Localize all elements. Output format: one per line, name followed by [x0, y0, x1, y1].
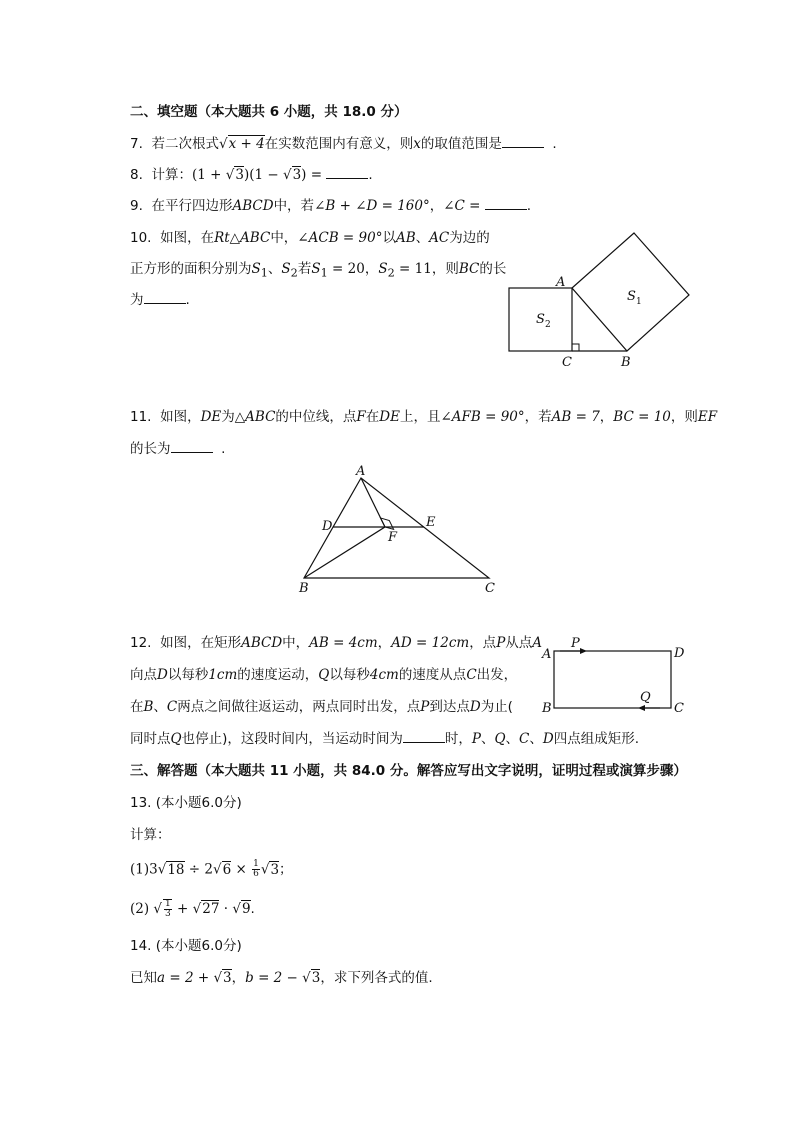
q12-text: 中，: [282, 635, 310, 651]
q8-answer-blank[interactable]: [326, 166, 368, 179]
q9-mid: 中，若: [273, 198, 315, 214]
q10-sub: 1: [320, 266, 328, 280]
q7-answer-blank[interactable]: [502, 135, 544, 148]
q10-text: 为边的: [449, 230, 490, 246]
q12-math: D: [157, 667, 168, 683]
q13-text: ；: [279, 861, 293, 878]
q10-math: S: [311, 261, 321, 277]
q12-text: 向点: [130, 667, 157, 683]
q8-r1: 3: [235, 167, 244, 183]
q11-text: ，若: [524, 409, 552, 425]
q10-text: 为: [130, 292, 144, 308]
q12-math: D: [469, 699, 481, 715]
q10-label-s2: S: [536, 312, 545, 327]
q14-text: ，求下列各式的值.: [320, 970, 433, 986]
q10-label-s2-sub: 2: [545, 320, 551, 330]
q11-math: △ABC: [234, 409, 276, 425]
q10-text: 若: [297, 261, 312, 277]
section3-title: [130, 762, 687, 780]
q13-math: ·: [219, 901, 233, 917]
q10-sub: 1: [260, 266, 268, 280]
q12-arrowhead-q: [638, 705, 645, 711]
q12-math: A: [532, 635, 543, 651]
q10-right-angle: [572, 344, 579, 351]
q11-math: EF: [697, 409, 718, 425]
q14-head: 14. (本小题6.0分): [130, 938, 242, 954]
q10-sub: 2: [387, 266, 395, 280]
q11-figure: [295, 460, 505, 595]
q12-math: 4cm: [369, 667, 399, 683]
q8-expr1: (1 +: [191, 167, 226, 183]
q14-radicand: 3: [223, 970, 232, 986]
q12-math: AD = 12cm: [391, 635, 470, 651]
q12-math: C: [466, 667, 477, 683]
q12-text: 四点组成矩形.: [553, 731, 639, 747]
question-12-line3: [130, 698, 513, 716]
q14-radicand: 3: [311, 970, 321, 986]
question-13-part2: (2) √ $\frac{1}{3}$ + √27 · √9.: [130, 899, 255, 919]
q9-end: .: [526, 198, 532, 214]
q12-math: P: [471, 731, 481, 747]
q10-text: ，则: [431, 261, 459, 277]
question-12-line4: [130, 730, 639, 748]
q12-number: 12.: [130, 635, 152, 651]
question-10-line2: [130, 260, 506, 283]
q13-math: ×: [231, 861, 252, 878]
question-12-line2: [130, 666, 517, 684]
q11-math: DE: [379, 409, 400, 425]
q12-text: 、: [529, 731, 543, 747]
q10-text: 以: [382, 230, 396, 246]
q13-radicand: 3: [270, 861, 280, 878]
q11-math: ∠AFB = 90°: [440, 409, 525, 425]
q10-math: Rt△ABC: [214, 230, 271, 246]
q12-math: AB = 4cm: [309, 635, 378, 651]
q11-label-f: F: [388, 530, 398, 545]
q12-text: 、: [480, 731, 495, 747]
q8-r2: 3: [292, 167, 302, 183]
q11-math: BC = 10: [613, 409, 671, 425]
question-10-line3: [130, 291, 190, 309]
q13-radicand: 9: [241, 901, 251, 917]
q12-figure: [538, 636, 698, 716]
q12-label-d: D: [674, 646, 685, 661]
q13-radicand: 27: [202, 901, 220, 917]
q10-math: S: [251, 261, 261, 277]
q14-text: 已知: [130, 970, 157, 986]
question-14-body: 已知a = 2 + √3，b = 2 − √3，求下列各式的值.: [130, 970, 433, 986]
q12-text: 、: [153, 699, 167, 715]
question-12-line1: [130, 634, 542, 652]
q11-label-e: E: [426, 515, 436, 530]
q12-text: 两点之间做往返运动，两点同时出发，点: [177, 699, 421, 715]
q10-answer-blank[interactable]: [144, 291, 186, 304]
question-10-line1: [130, 229, 490, 247]
section3-title-text: 三、解答题（本大题共 11 小题，共 84.0 分。解答应写出文字说明，证明过程或演算步骤）: [130, 763, 687, 779]
q8-number: 8.: [130, 167, 143, 183]
q10-math: BC: [458, 261, 480, 277]
q12-math: P: [420, 699, 430, 715]
question-13-part1: (1)3√18 ÷ 2√6 × $\frac{1}{6}$ √3；: [130, 859, 293, 879]
q12-text: 在: [130, 699, 144, 715]
q9-mid2: ，: [429, 198, 444, 214]
q11-right-angle: [381, 518, 394, 529]
q10-math: S: [281, 261, 291, 277]
question-11-line1: [130, 408, 717, 426]
q13-frac-num: 1: [253, 859, 259, 869]
q10-math: S: [378, 261, 388, 277]
q9-pre: 在平行四边形: [151, 198, 233, 214]
q10-math: AC: [429, 230, 450, 246]
q12-text: 出发，: [476, 667, 518, 683]
q7-var: x: [413, 136, 421, 152]
q11-label-b: B: [299, 581, 309, 595]
q12-math: Q: [318, 667, 330, 683]
q8-end: .: [368, 167, 373, 183]
q10-text: 中，: [270, 230, 298, 246]
question-9: [130, 197, 531, 215]
q11-math: AB = 7: [551, 409, 600, 425]
q12-arrowhead-p: [580, 648, 587, 654]
q13-math: (2): [130, 901, 154, 917]
question-7: 7. 若二次根式√x + 4在实数范围内有意义，则x的取值范围是 .: [130, 136, 557, 152]
q13-math: (1)3: [130, 861, 158, 878]
q12-text: 同时点: [130, 731, 171, 747]
q10-figure: [505, 230, 695, 370]
q13-fraction: [163, 899, 172, 919]
q11-segment-bf: [304, 527, 385, 578]
q12-math: Q: [494, 731, 506, 747]
q12-text: 以每秒: [167, 667, 209, 683]
q12-text: 如图，在矩形: [160, 635, 242, 651]
q12-math: D: [542, 731, 554, 747]
q14-math: b = 2 −: [245, 970, 303, 986]
q7-mid: 在实数范围内有意义，则: [264, 136, 414, 152]
q11-text: ，则: [670, 409, 698, 425]
q10-label-s1: S: [627, 289, 636, 304]
q10-number: 10.: [130, 230, 152, 246]
q12-label-q: Q: [640, 690, 651, 705]
q12-text: 的速度运动，: [237, 667, 319, 683]
q12-text: 为止(: [480, 699, 513, 715]
q11-answer-blank[interactable]: [171, 440, 213, 453]
q10-label-s1-sub: 1: [636, 297, 642, 307]
q12-math: ABCD: [241, 635, 283, 651]
q11-math: DE: [200, 409, 222, 425]
question-8: 8. 计算：(1 + √3)(1 − √3) = .: [130, 167, 373, 183]
q12-math: C: [519, 731, 530, 747]
q12-rectangle-abcd: [554, 651, 671, 708]
q8-pre: 计算：: [151, 167, 192, 183]
q10-sub: 2: [290, 266, 298, 280]
q11-label-d: D: [322, 519, 333, 534]
q11-math: F: [356, 409, 366, 425]
q12-text: ，: [377, 635, 392, 651]
q13-fraction: [252, 860, 260, 879]
q10-text: .: [185, 292, 190, 308]
q7-radicand: x + 4: [228, 136, 265, 152]
q11-text: .: [221, 441, 226, 457]
q7-pre: 若二次根式: [151, 136, 219, 152]
q12-text: 时，: [444, 731, 472, 747]
q14-math: a = 2 +: [157, 970, 214, 986]
q13-radicand: 6: [222, 861, 232, 878]
question-13-head: [130, 794, 242, 812]
q8-expr2: )(1 −: [243, 167, 283, 183]
q13-math: +: [172, 901, 193, 917]
q12-text: 到达点: [429, 699, 470, 715]
q11-text: 的长为: [130, 441, 171, 457]
q11-text: 的中位线，点: [275, 409, 357, 425]
q12-text: 从点: [505, 635, 533, 651]
q12-text: ，点: [469, 635, 497, 651]
q10-label-a: A: [556, 275, 566, 290]
q11-text: 如图，: [160, 409, 201, 425]
q11-label-c: C: [485, 581, 495, 595]
q10-text: 、: [267, 261, 282, 277]
q7-post: 的取值范围是: [420, 136, 502, 152]
q7-number: 7.: [130, 136, 143, 152]
q12-math: Q: [170, 731, 182, 747]
q10-label-b: B: [621, 355, 631, 370]
q13-frac-den: 3: [165, 909, 171, 919]
question-14-head: [130, 937, 242, 955]
q11-text: 上，且: [399, 409, 441, 425]
q10-label-c: C: [562, 355, 572, 370]
q10-text: 正方形的面积分别为: [130, 261, 252, 277]
q9-cond: ∠B + ∠D = 160°: [314, 198, 430, 214]
q13-intro: 计算：: [130, 827, 171, 843]
q12-math: 1cm: [208, 667, 238, 683]
question-11-line2: [130, 440, 225, 458]
q12-label-a: A: [542, 647, 552, 662]
q13-frac-num: 1: [165, 899, 171, 909]
section2-title-text: 二、填空题（本大题共 6 小题，共 18.0 分）: [130, 104, 408, 120]
q9-shape: ABCD: [232, 198, 274, 214]
q12-label-p: P: [571, 636, 580, 651]
q12-answer-blank[interactable]: [403, 730, 445, 743]
q14-text: ，: [231, 970, 246, 986]
q10-math: ∠ACB = 90°: [297, 230, 383, 246]
q11-number: 11.: [130, 409, 152, 425]
q13-text: .: [250, 901, 255, 917]
q7-end: .: [552, 136, 557, 152]
q12-text: 、: [505, 731, 520, 747]
q10-math: = 11: [394, 261, 432, 277]
q13-frac-den: 6: [253, 869, 259, 879]
section2-title: [130, 103, 408, 121]
q10-math: = 20，: [327, 261, 379, 277]
q9-ask: ∠C =: [443, 198, 485, 214]
q11-text: 在: [365, 409, 380, 425]
q12-text: 的速度从点: [398, 667, 467, 683]
q12-math: P: [496, 635, 506, 651]
q9-answer-blank[interactable]: [485, 197, 527, 210]
q12-label-c: C: [674, 701, 684, 716]
q12-label-b: B: [542, 701, 552, 716]
q11-text: ，: [599, 409, 614, 425]
q10-text: 、: [415, 230, 430, 246]
q10-math: AB: [395, 230, 416, 246]
q12-text: 也停止)，这段时间内，当运动时间为: [181, 731, 403, 747]
q10-text: 的长: [479, 261, 507, 277]
q8-expr3: ) =: [301, 167, 327, 183]
q12-text: 以每秒: [329, 667, 370, 683]
q9-number: 9.: [130, 198, 143, 214]
q11-text: 为: [221, 409, 235, 425]
q12-math: B: [143, 699, 154, 715]
q12-math: C: [166, 699, 178, 715]
q10-text: 如图，在: [160, 230, 215, 246]
q13-radicand: 18: [167, 861, 185, 878]
q11-label-a: A: [356, 464, 366, 479]
question-13-intro: [130, 826, 171, 844]
q13-head: 13. (本小题6.0分): [130, 795, 242, 811]
q13-math: ÷ 2: [184, 861, 213, 878]
